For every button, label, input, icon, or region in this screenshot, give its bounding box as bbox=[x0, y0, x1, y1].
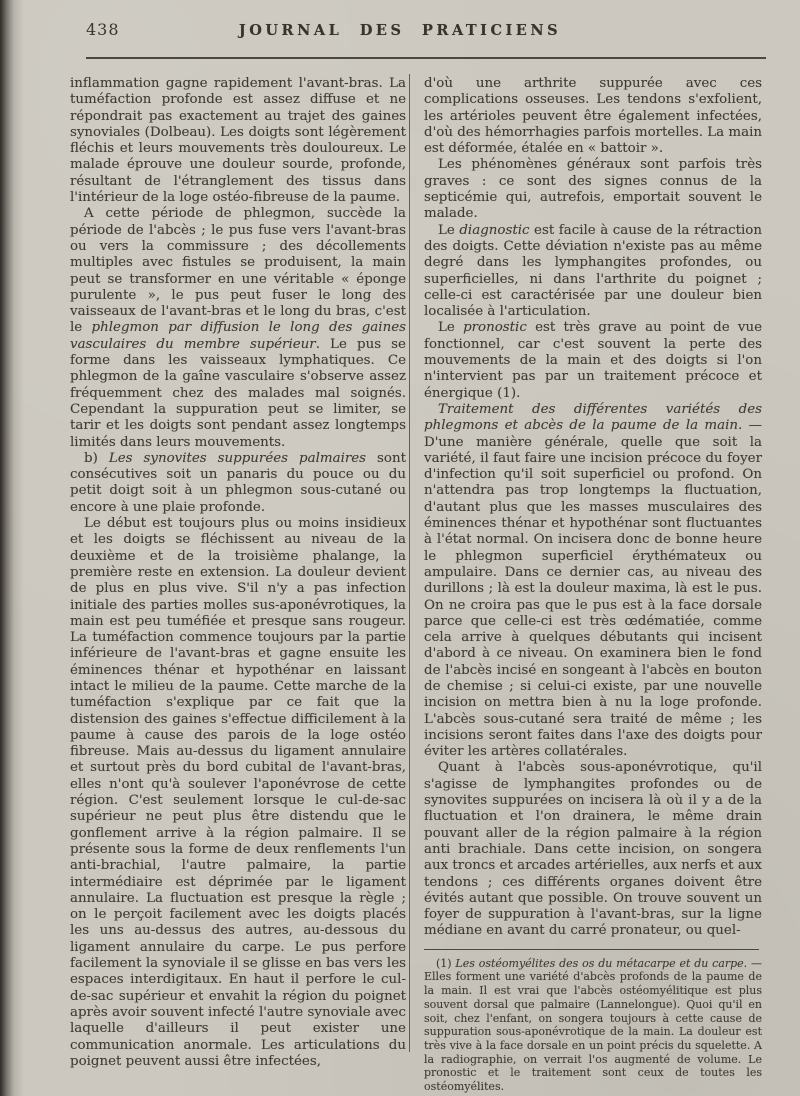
page-number: 438 bbox=[86, 20, 120, 39]
paragraph: b) Les synovites suppurées palmaires sont consécutives soit un panaris du pouce ou du petit doigt soit à un phlegmon sous-cutané ou encore à une plaie profonde. bbox=[70, 450, 406, 515]
paragraph: inflammation gagne rapidement l'avant-bras. La tuméfaction profonde est assez diffuse et ne répondrait pas exactement au trajet des gaines synoviales (Dolbeau). Les doigts sont légèrement fléchis et leurs mouvements très douloureux. Le malade éprouve une douleur sourde, profonde, résultant de l'étranglement des tissus dans l'intérieur de la loge ostéo-fibreuse de la paume. bbox=[70, 76, 406, 206]
paragraph: d'où une arthrite suppurée avec ces complications osseuses. Les tendons s'exfolient, les artérioles peuvent être également infectées, d'où des hémorrhagies parfois mortelles. La main est déformée, étalée en « battoir ». bbox=[424, 76, 762, 157]
paragraph: A cette période de phlegmon, succède la période de l'abcès ; le pus fuse vers l'avant-bras ou vers la commissure ; des décollements multiples avec fistules se produisent, la main peut se transformer en une véritable « éponge purulente », le pus peut fuser le long des vaisseaux de l'avant-bras et le long du bras, c'est le phlegmon par diffusion le long des gaines vasculaires du membre supérieur. Le pus se forme dans les vaisseaux lymphatiques. Ce phlegmon de la gaîne vasculaire s'observe assez fréquemment chez des malades mal soignés. Cependant la suppuration peut se limiter, se tarir et les doigts sont pendant assez longtemps limités dans leurs mouvements. bbox=[70, 206, 406, 450]
paragraph: Quant à l'abcès sous-aponévrotique, qu'il s'agisse de lymphangites profondes ou de synovites suppurées on incisera là où il y a de la fluctuation et l'on drainera, le même drain pouvant aller de la région palmaire à la région anti brachiale. Dans cette incision, on songera aux troncs et arcades artérielles, aux nerfs et aux tendons ; ces différents organes doivent être évités autant que possible. On trouve souvent un foyer de suppuration à l'avant-bras, sur la ligne médiane en avant du carré pronateur, ou quel- bbox=[424, 760, 762, 939]
left-column bbox=[70, 76, 406, 1070]
paragraph: Le pronostic est très grave au point de vue fonctionnel, car c'est souvent la perte des mouvements de la main et des doigts si l'on n'intervient pas par un traitement précoce et énergique (1). bbox=[424, 320, 762, 401]
footnote bbox=[424, 957, 762, 1094]
right-column-body bbox=[424, 76, 762, 940]
paragraph: (1) Les ostéomyélites des os du métacarpe et du carpe. — Elles forment une variété d'abcès profonds de la paume de la main. Il est vrai que l'abcès ostéomyélitique est plus souvent dorsal que palmaire (Lannelongue). Quoi qu'il en soit, chez l'enfant, on songera toujours à cette cause de suppuration sous-aponévrotique de la main. La douleur est très vive à la face dorsale en un point précis du squelette. A la radiographie, on verrait l'os augmenté de volume. Le pronostic et le traitement sont ceux de toutes les ostéomyélites. bbox=[424, 956, 762, 1094]
paragraph: Le début est toujours plus ou moins insidieux et les doigts se fléchissent au niveau de la deuxième et de la troisième phalange, la première reste en extension. La douleur devient de plus en plus vive. S'il n'y a pas infection initiale des parties molles sus-aponévrotiques, la main est peu tuméfiée et presque sans rougeur. La tuméfaction commence toujours par la partie inférieure de l'avant-bras et gagne ensuite les éminences thénar et hypothénar en laissant intact le milieu de la paume. Cette marche de la tuméfaction s'explique par ce fait que la distension des gaines s'effectue difficilement à la paume à cause des parois de la loge ostéo fibreuse. Mais au-dessus du ligament annulaire et surtout près du bord cubital de l'avant-bras, elles n'ont qu'à soulever l'aponévrose de cette région. C'est seulement lorsque le cul-de-sac supérieur ne peut plus être distendu que le gonflement arrive à la région palmaire. Il se présente sous la forme de deux renflements l'un anti-brachial, l'autre palmaire, la partie intermédiaire est déprimée par le ligament annulaire. La fluctuation est presque la règle ; on le perçoit facilement avec les doigts placés les uns au-dessus des autres, au-dessous du ligament annulaire du carpe. Le pus perfore facilement la synoviale il se glisse en bas vers les espaces interdigitaux. En haut il perfore le cul-de-sac supérieur et envahit la région du poignet après avoir souvent infecté l'autre synoviale avec laquelle d'ailleurs il peut exister une communication anormale. Les articulations du poignet peuvent aussi être infectées, bbox=[70, 516, 406, 1069]
right-column bbox=[424, 76, 762, 1094]
paragraph: Les phénomènes généraux sont parfois très graves : ce sont des signes connus de la septicémie qui, autrefois, emportait souvent le malade. bbox=[424, 157, 762, 222]
header-rule bbox=[86, 57, 766, 59]
paragraph: Le diagnostic est facile à cause de la rétraction des doigts. Cette déviation n'existe pas au même degré dans les lymphangites profondes, ou superficielles, ni dans l'arthrite du poignet ; celle-ci est caractérisée par une douleur bien localisée à l'articulation. bbox=[424, 222, 762, 320]
paragraph: Traitement des différentes variétés des phlegmons et abcès de la paume de la main. — D'une manière générale, quelle que soit la variété, il faut faire une incision précoce du foyer d'infection qu'il soit superficiel ou profond. On n'attendra pas trop longtemps la fluctuation, d'autant plus que les masses musculaires des éminences thénar et hypothénar sont fluctuantes à l'état normal. On incisera donc de bonne heure le phlegmon superficiel érythémateux ou ampulaire. Dans ce dernier cas, au niveau des durillons ; là est la douleur maxima, là est le pus. On ne croira pas que le pus est à la face dorsale parce que celle-ci est très œdématiée, comme cela arrive à quelques débutants qui incisent d'abord à ce niveau. On examinera bien le fond de l'abcès incisé en songeant à l'abcès en bouton de chemise ; si celui-ci existe, par une nouvelle incision on mettra bien à nu la loge profonde. L'abcès sous-cutané sera traité de même ; les incisions seront faites dans l'axe des doigts pour éviter les artères collatérales. bbox=[424, 401, 763, 760]
footnote-separator bbox=[424, 949, 759, 950]
column-divider bbox=[409, 74, 410, 1052]
journal-title: JOURNAL DES PRATICIENS bbox=[238, 22, 562, 39]
scan-edge-shadow bbox=[0, 0, 24, 1096]
